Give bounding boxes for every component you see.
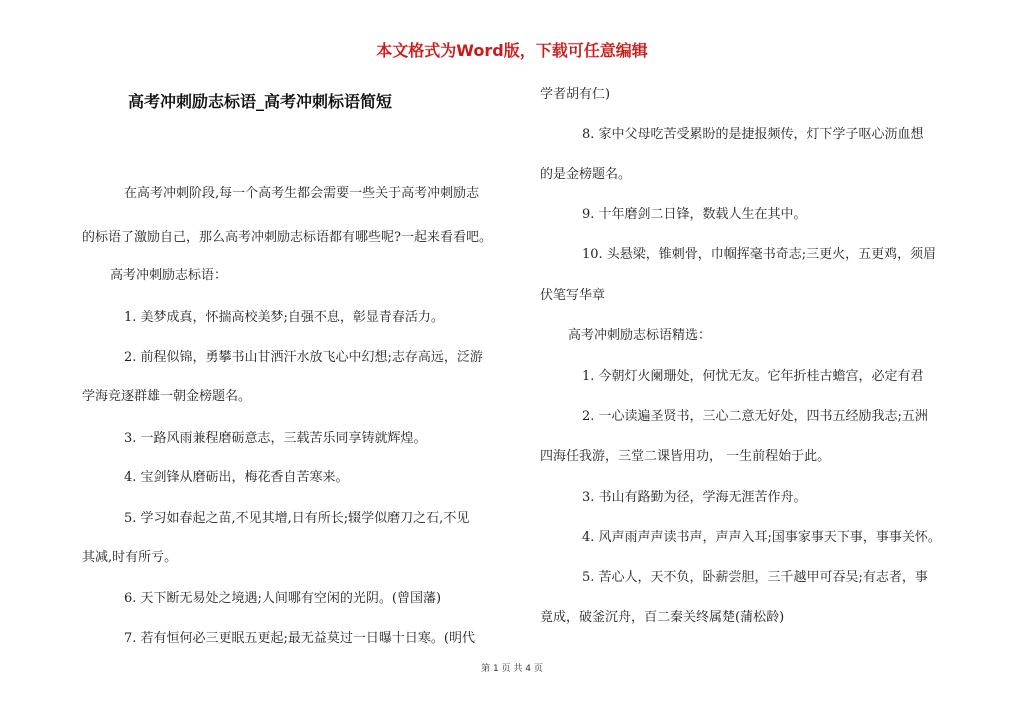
paragraph-line: 在高考冲刺阶段,每一个高考生都会需要一些关于高考冲刺励志 bbox=[124, 186, 480, 201]
paragraph-line: 学者胡有仁) bbox=[540, 87, 611, 102]
paragraph-line: 2. 一心读遍圣贤书，三心二意无好处，四书五经励我志;五洲 bbox=[582, 409, 928, 424]
paragraph-line: 4. 宝剑锋从磨砺出，梅花香自苦寒来。 bbox=[124, 470, 349, 485]
section-heading: 高考冲刺励志标语精选： bbox=[568, 328, 712, 343]
page-number: 第 1 页 共 4 页 bbox=[481, 664, 543, 674]
paragraph-line: 2. 前程似锦，勇攀书山甘洒汗水放飞心中幻想;志存高远，泛游 bbox=[124, 350, 483, 365]
paragraph-line: 竟成，破釜沉舟，百二秦关终属楚(蒲松龄) bbox=[540, 610, 785, 625]
paragraph-line: 8. 家中父母吃苦受累盼的是捷报频传，灯下学子呕心沥血想 bbox=[582, 127, 924, 142]
paragraph-line: 3. 一路风雨兼程磨砺意志，三载苦乐同享铸就辉煌。 bbox=[124, 431, 427, 446]
paragraph-line: 7. 若有恒何必三更眠五更起;最无益莫过一日曝十日寒。(明代 bbox=[124, 631, 475, 646]
paragraph-line: 其减,时有所亏。 bbox=[82, 550, 178, 565]
paragraph-line: 的标语了激励自己，那么高考冲刺励志标语都有哪些呢?一起来看看吧。 bbox=[82, 230, 492, 245]
paragraph-line: 伏笔写华章 bbox=[540, 288, 606, 303]
left-column bbox=[80, 0, 510, 723]
right-column bbox=[540, 0, 960, 723]
paragraph-line: 5. 苦心人，天不负，卧薪尝胆，三千越甲可吞吴;有志者，事 bbox=[582, 570, 928, 585]
paragraph-line: 的是金榜题名。 bbox=[540, 167, 632, 182]
section-heading: 高考冲刺励志标语： bbox=[110, 268, 228, 283]
format-banner: 本文格式为Word版，下载可任意编辑 bbox=[376, 41, 648, 60]
paragraph-line: 3. 书山有路勤为径，学海无涯苦作舟。 bbox=[582, 490, 807, 505]
paragraph-line: 5. 学习如春起之苗,不见其增,日有所长;辍学似磨刀之石,不见 bbox=[124, 511, 470, 526]
paragraph-line: 4. 风声雨声声读书声，声声入耳;国事家事天下事，事事关怀。 bbox=[582, 530, 941, 545]
paragraph-line: 10. 头悬梁，锥刺骨，巾帼挥毫书奇志;三更火，五更鸡，须眉 bbox=[582, 247, 937, 262]
paragraph-line: 1. 美梦成真，怀揣高校美梦;自强不息，彰显青春活力。 bbox=[124, 310, 444, 325]
paragraph-line: 1. 今朝灯火阑珊处，何忧无友。它年折桂古蟾宫，必定有君 bbox=[582, 369, 924, 384]
paragraph-line: 6. 天下断无易处之境遇;人间哪有空闲的光阴。(曾国藩) bbox=[124, 591, 442, 606]
page-title: 高考冲刺励志标语_高考冲刺标语简短 bbox=[128, 92, 393, 111]
paragraph-line: 学海竞逐群雄一朝金榜题名。 bbox=[82, 389, 252, 404]
paragraph-line: 四海任我游，三堂二课皆用功， 一生前程始于此。 bbox=[540, 449, 831, 464]
paragraph-line: 9. 十年磨剑二日锋，数载人生在其中。 bbox=[582, 207, 807, 222]
